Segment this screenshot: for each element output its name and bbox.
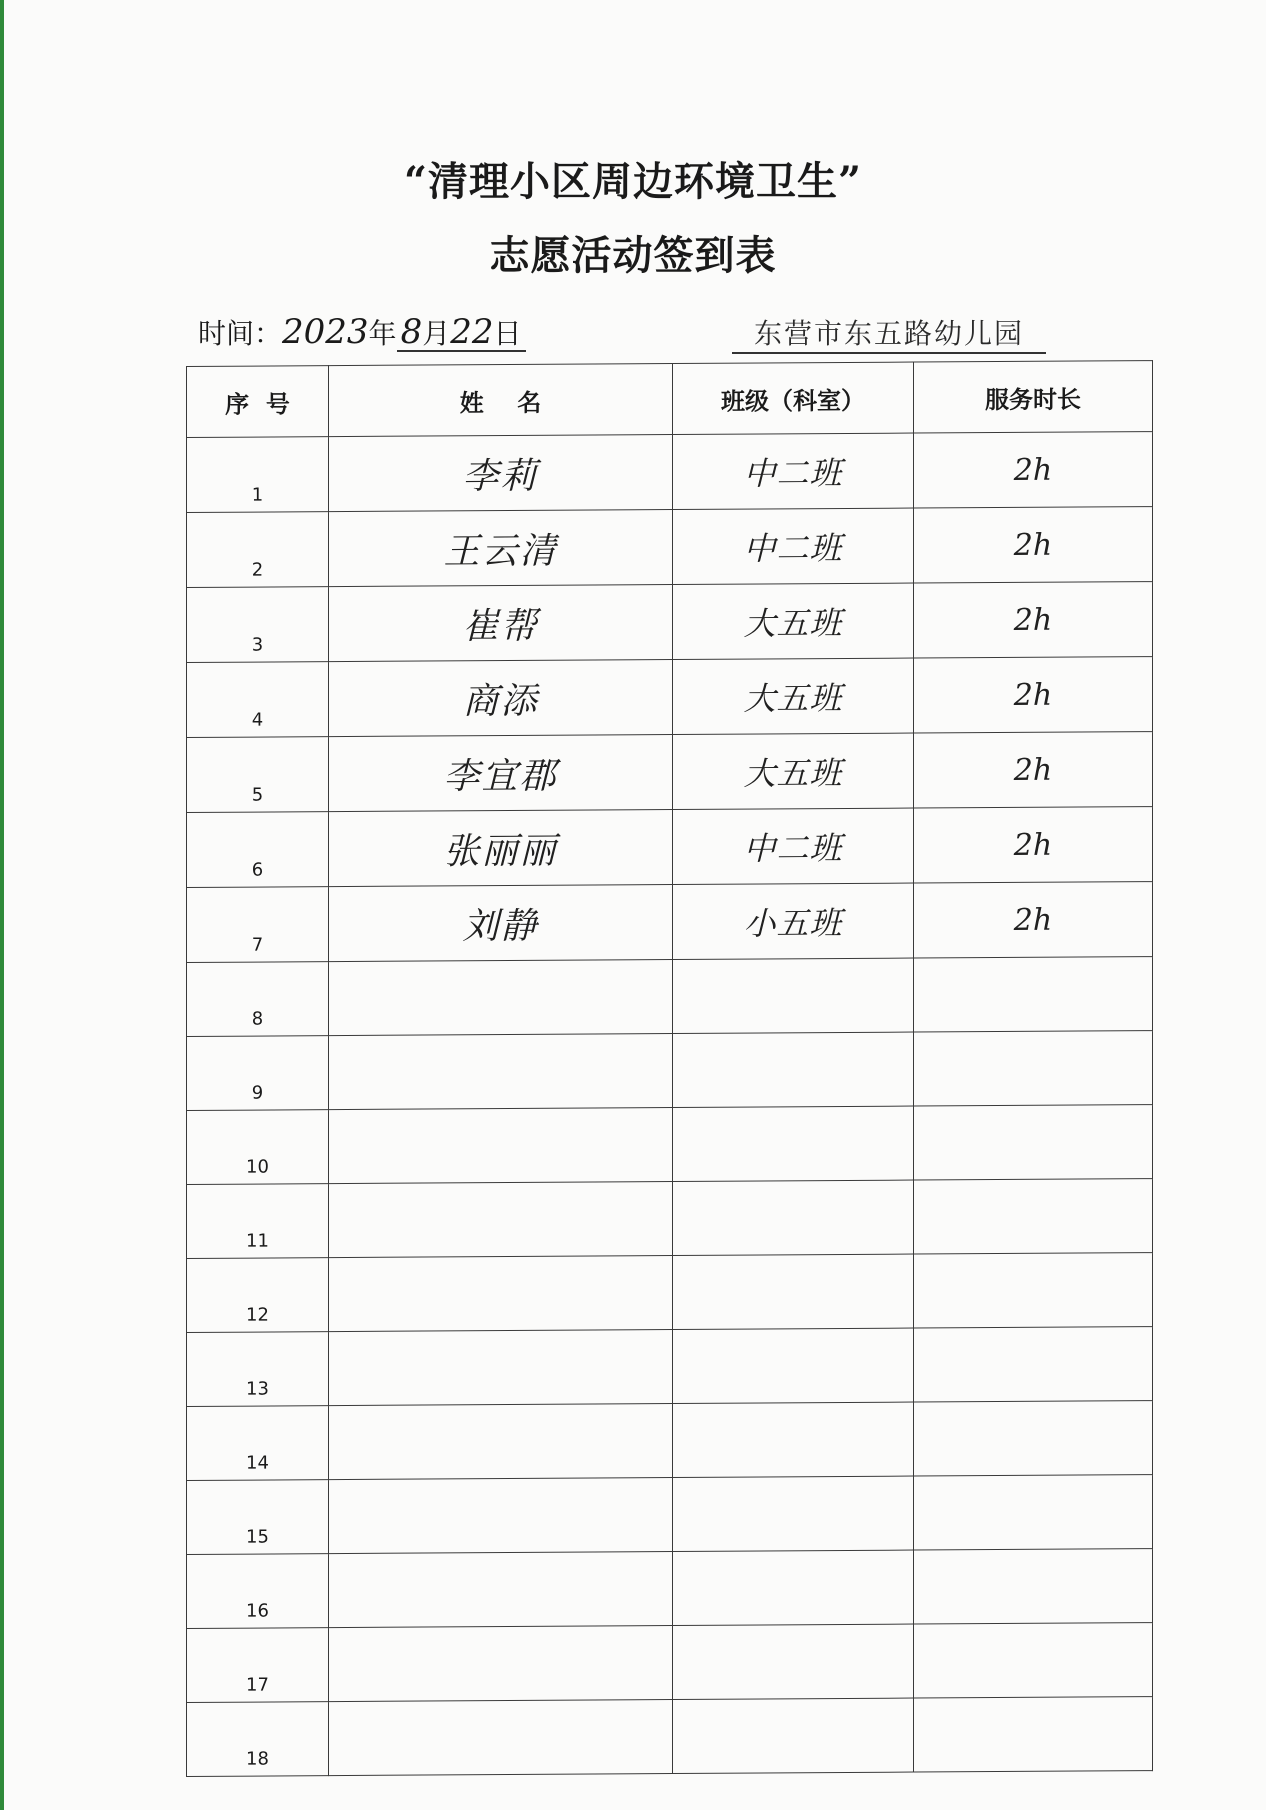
table-row	[187, 1253, 1153, 1333]
duration-cell	[914, 1179, 1153, 1254]
class-cell: 大五班	[673, 658, 914, 734]
column-header-class: 班级（科室）	[673, 362, 914, 434]
duration-cell: 2h	[914, 807, 1153, 883]
class-cell: 中二班	[673, 433, 914, 509]
class-cell	[673, 958, 914, 1033]
row-number-cell: 6	[187, 812, 329, 888]
class-cell	[673, 1550, 914, 1625]
name-cell	[329, 1108, 673, 1184]
column-header-name: 姓 名	[329, 364, 673, 437]
duration-cell: 2h	[914, 582, 1153, 658]
row-number-cell: 1	[187, 437, 329, 513]
class-cell	[673, 1180, 914, 1255]
duration-cell: 2h	[914, 657, 1153, 733]
date-year: 2023	[282, 312, 369, 352]
class-cell	[673, 1328, 914, 1403]
class-cell: 中二班	[673, 808, 914, 884]
name-cell	[329, 1034, 673, 1110]
row-number-cell: 2	[187, 512, 329, 588]
table-row	[187, 807, 1153, 888]
duration-cell	[914, 1549, 1153, 1624]
class-cell	[673, 1402, 914, 1477]
signin-table-wrapper	[186, 360, 1152, 1777]
class-cell: 大五班	[673, 583, 914, 659]
table-row	[187, 1327, 1153, 1407]
name-cell: 张丽丽	[329, 810, 673, 887]
row-number-cell: 8	[187, 962, 329, 1037]
row-number-cell: 3	[187, 587, 329, 663]
date-month-suffix: 月	[422, 317, 451, 350]
name-cell	[329, 1330, 673, 1406]
table-row	[187, 507, 1153, 588]
class-cell: 大五班	[673, 733, 914, 809]
date-year-suffix: 年	[368, 317, 397, 350]
class-cell	[673, 1624, 914, 1699]
title-line-1: “清理小区周边环境卫生”	[403, 158, 862, 205]
duration-cell: 2h	[914, 882, 1153, 958]
row-number-cell: 10	[187, 1110, 329, 1185]
class-cell	[673, 1698, 914, 1773]
name-cell	[329, 1478, 673, 1554]
date-month: 8	[400, 312, 423, 352]
row-number-cell: 5	[187, 737, 329, 813]
column-header-duration: 服务时长	[914, 361, 1153, 433]
row-number-cell: 17	[187, 1628, 329, 1703]
column-header-number: 序 号	[187, 366, 329, 438]
duration-cell: 2h	[914, 432, 1153, 508]
row-number-cell: 12	[187, 1258, 329, 1333]
duration-cell	[914, 1105, 1153, 1180]
date-day-suffix: 日	[493, 317, 522, 350]
name-cell	[329, 1552, 673, 1628]
date-day: 22	[450, 312, 494, 352]
name-cell: 刘静	[329, 885, 673, 962]
date-label: 时间：	[198, 317, 283, 350]
signin-table	[186, 360, 1153, 1777]
duration-cell	[914, 1031, 1153, 1106]
title-line-2: 志愿活动签到表	[489, 232, 777, 279]
class-cell	[673, 1476, 914, 1551]
class-cell: 中二班	[673, 508, 914, 584]
table-row	[187, 1401, 1153, 1481]
row-number-cell: 7	[187, 887, 329, 963]
date-field	[198, 312, 526, 352]
name-cell	[329, 1700, 673, 1776]
table-row	[187, 1475, 1153, 1555]
table-row	[187, 882, 1153, 963]
table-row	[187, 1031, 1153, 1111]
row-number-cell: 16	[187, 1554, 329, 1629]
name-cell: 崔帮	[329, 585, 673, 662]
table-row	[187, 1549, 1153, 1629]
row-number-cell: 9	[187, 1036, 329, 1111]
name-cell	[329, 960, 673, 1036]
class-cell	[673, 1032, 914, 1107]
name-cell: 李莉	[329, 435, 673, 512]
name-cell	[329, 1404, 673, 1480]
row-number-cell: 15	[187, 1480, 329, 1555]
name-cell: 王云清	[329, 510, 673, 587]
row-number-cell: 13	[187, 1332, 329, 1407]
class-cell	[673, 1106, 914, 1181]
name-cell: 李宜郡	[329, 735, 673, 812]
table-row	[187, 1179, 1153, 1259]
duration-cell	[914, 1401, 1153, 1476]
row-number-cell: 14	[187, 1406, 329, 1481]
duration-cell	[914, 1253, 1153, 1328]
name-cell	[329, 1626, 673, 1702]
table-row	[187, 432, 1153, 513]
duration-cell	[914, 1697, 1153, 1772]
duration-cell: 2h	[914, 732, 1153, 808]
name-cell	[329, 1256, 673, 1332]
table-row	[187, 582, 1153, 663]
duration-cell	[914, 1475, 1153, 1550]
table-header-row	[187, 361, 1153, 438]
table-row	[187, 657, 1153, 738]
row-number-cell: 18	[187, 1702, 329, 1777]
class-cell	[673, 1254, 914, 1329]
duration-cell	[914, 957, 1153, 1032]
table-row	[187, 1105, 1153, 1185]
table-row	[187, 732, 1153, 813]
duration-cell	[914, 1327, 1153, 1402]
duration-cell	[914, 1623, 1153, 1698]
name-cell	[329, 1182, 673, 1258]
class-cell: 小五班	[673, 883, 914, 959]
table-row	[187, 957, 1153, 1037]
row-number-cell: 11	[187, 1184, 329, 1259]
table-row	[187, 1697, 1153, 1777]
table-row	[187, 1623, 1153, 1703]
row-number-cell: 4	[187, 662, 329, 738]
organization-name: 东营市东五路幼儿园	[732, 312, 1046, 354]
name-cell: 商添	[329, 660, 673, 737]
duration-cell: 2h	[914, 507, 1153, 583]
